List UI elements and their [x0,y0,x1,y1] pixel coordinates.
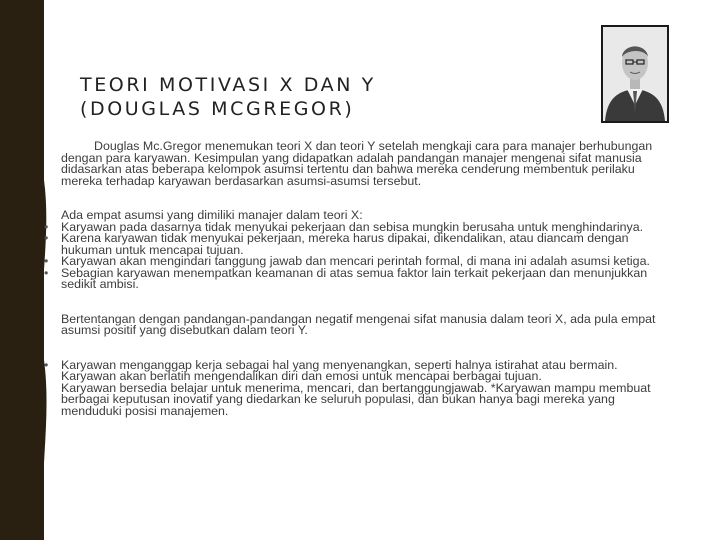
theory-x-heading: Ada empat asumsi yang dimiliki manajer dalam teori X: [61,208,363,222]
theory-y-item: Karyawan akan berlatih mengendalikan diri dan emosi untuk mencapai berbagai tujuan. [61,369,542,383]
portrait-photo [601,25,669,123]
title-line-2: (DOUGLAS MCGREGOR) [80,98,355,120]
theory-y-item: • Karyawan menganggap kerja sebagai hal yang menyenangkan, seperti halnya istirahat atau bermain. [61,360,671,372]
intro-paragraph: Douglas Mc.Gregor menemukan teori X dan teori Y setelah mengkaji cara para manajer berhubungan dengan para karyawan. Kesimpulan yang didapatkan adalah pandangan manajer mengenai sifat manusia didasarkan atas beberapa kelompok asumsi tertentu dan bahwa mereka cenderung membentuk perilaku mereka terhadap karyawan berdasarkan asumsi-asumsi tersebut. [61,139,653,188]
theory-x-item: • Sebagian karyawan menempatkan keamanan di atas semua faktor lain terkait pekerjaan dan menunjukkan sedikit ambisi. [61,268,671,291]
slide-title [80,73,500,121]
theory-y-heading: Bertentangan dengan pandangan-pandangan negatif mengenai sifat manusia dalam teori X, ada pula empat asumsi positif yang disebutkan dalam teori Y. [61,311,656,337]
theory-y-item: Karyawan bersedia belajar untuk menerima, mencari, dan bertanggungjawab. *Karyawan mampu membuat berbagai keputusan inovatif yang diedarkan ke seluruh populasi, dan bukan hanya bagi mereka yang menduduki posisi manajemen. [61,380,651,418]
theory-x-item: • Karyawan akan mengindari tanggung jawab dan mencari perintah formal, di mana ini adalah asumsi ketiga. [61,256,671,268]
slide-body [61,141,671,417]
theory-x-item: • Karena karyawan tidak menyukai pekerjaan, mereka harus dipakai, dikendalikan, atau diancam dengan hukuman untuk mencapai tujuan. [61,233,671,256]
theory-x-item: • Karyawan pada dasarnya tidak menyukai pekerjaan dan sebisa mungkin berusaha untuk menghindarinya. [61,222,671,234]
wavy-edge [0,0,60,540]
portrait-illustration [603,27,667,121]
title-line-1: TEORI MOTIVASI X DAN Y [80,74,376,96]
decorative-left-band [0,0,44,540]
